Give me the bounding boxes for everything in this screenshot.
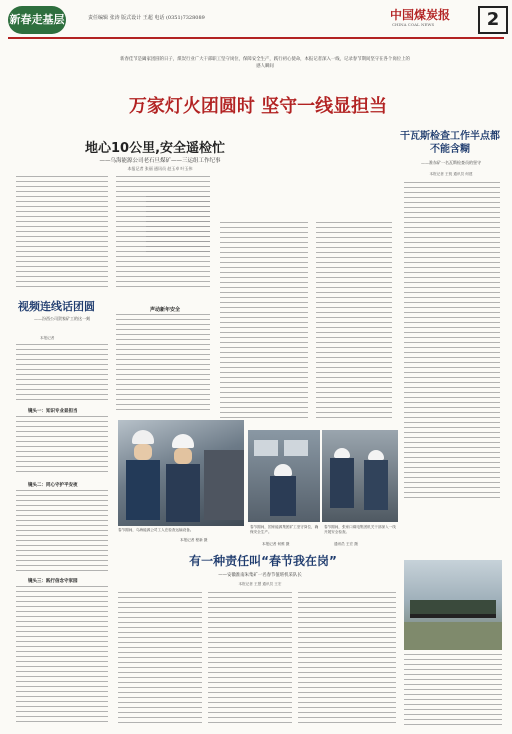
photo-3-caption: 春节期间，张家口煤电集团机关干部深入一线开展安全检查。 <box>324 525 396 534</box>
article-1-title: 地心10公里,安全遥检忙 <box>84 141 226 156</box>
article-3-body <box>404 182 500 498</box>
article-1-body-col5 <box>220 222 308 418</box>
article-2-subtitle: ——汾西公司贺家矿工的这一刻 <box>34 316 90 321</box>
photo-1-caption: 春节期间，乌海能源公司工人在检查运输设备。 <box>118 528 194 532</box>
paper-name: 中国煤炭报 <box>390 8 451 22</box>
photo-1-credit: 本报记者 程新 摄 <box>180 538 208 542</box>
article-4-title: 有一种责任叫“春节我在岗” <box>189 554 337 568</box>
article-4-subtitle: ——安徽淮南朱集矿一名春节值班机采队长 <box>218 573 302 578</box>
article-1-body-col3 <box>146 196 210 256</box>
article-2-body-1 <box>16 344 108 404</box>
photo-2-credit: 本报记者 何维 摄 <box>262 542 290 546</box>
article-2-heading-2: 镜头二：同心守护平安夜 <box>28 483 78 488</box>
article-3-title: 干瓦斯检查工作半点都不能含糊 <box>400 131 500 155</box>
article-4-body-col3 <box>298 592 396 726</box>
section-logo: 新春走基层 <box>8 6 66 34</box>
photo-4-caption <box>404 654 502 726</box>
article-2-body-3 <box>16 490 108 572</box>
article-3-subtitle: ——准东矿一名瓦斯检查员的坚守 <box>421 160 481 165</box>
photo-miners-helmets <box>118 420 244 526</box>
article-1-subtitle: ——乌海能源公司老石旦煤矿——三运组工作纪事 <box>99 158 221 164</box>
article-2-heading-3: 镜头三：践行信念守家园 <box>28 579 78 584</box>
article-2-heading-1: 镜头一：知识专业显担当 <box>28 409 78 414</box>
article-2-byline: 本报记者 <box>40 336 55 340</box>
article-1-subheading: 声动新年安全 <box>150 307 181 313</box>
header-info: 责任编辑 张涛 版式设计 王超 电话 (0351)7328089 <box>88 15 205 21</box>
article-2-body-4 <box>16 586 108 726</box>
photo-coal-train <box>404 560 502 650</box>
article-2-body-2 <box>16 416 108 476</box>
photo-2-caption: 春节期间，国家能源集团矿工坚守岗位，确保安全生产。 <box>250 525 319 534</box>
photo-inspection <box>322 430 398 522</box>
article-4-body-col1 <box>118 592 202 726</box>
masthead <box>0 0 512 40</box>
photo-control-room <box>248 430 320 522</box>
article-4-body-col2 <box>208 592 292 726</box>
photo-3-credit: 通讯员 王宏 摄 <box>334 542 358 546</box>
page-headline: 万家灯火团圆时 坚守一线显担当 <box>128 96 388 117</box>
article-1-body-col4 <box>116 314 210 414</box>
article-1-byline: 本报记者 张丽 通讯员 赵玉卓 叶玉伟 <box>127 166 193 171</box>
masthead-rule <box>8 37 504 39</box>
article-1-body-col1 <box>16 176 108 290</box>
article-4-byline: 本报记者 王慧 通讯员 王宏 <box>238 582 282 586</box>
paper-sub: CHINA COAL NEWS <box>392 22 435 27</box>
article-2-title: 视频连线话团圆 <box>18 300 95 313</box>
article-3-byline: 本报记者 王锐 通讯员 何建 <box>429 172 473 176</box>
page-number: 2 <box>478 6 508 34</box>
intro-text: 新春佳节是阖家团圆的日子，煤炭行业广大干部职工坚守岗位，保障安全生产，践行初心使命，本报记者深入一线，记录春节期间坚守在各个岗位上的感人瞬间 <box>120 57 410 69</box>
article-1-body-col6 <box>316 222 392 418</box>
